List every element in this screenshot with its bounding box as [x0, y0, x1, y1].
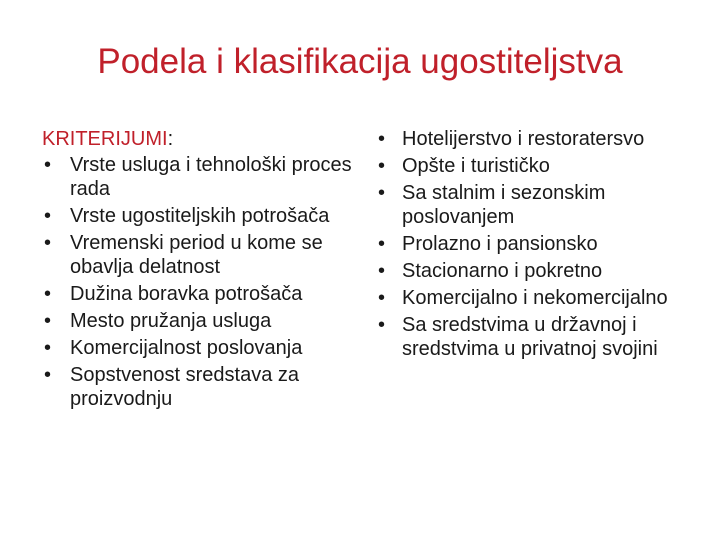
- bullet-icon: •: [378, 182, 386, 204]
- bullet-icon: •: [378, 287, 386, 309]
- classification-item: • Stacionarno i pokretno: [378, 260, 603, 282]
- criteria-item: • Dužina boravka potrošača: [44, 283, 303, 305]
- classification-column: [376, 127, 696, 364]
- bullet-icon: •: [44, 205, 52, 227]
- bullet-icon: •: [44, 283, 52, 305]
- classification-item: • Prolazno i pansionsko: [378, 233, 598, 255]
- bullet-icon: •: [44, 364, 52, 386]
- classification-item: • Hotelijerstvo i restoratersvo: [378, 128, 645, 150]
- classification-item: • Komercijalno i nekomercijalno: [378, 287, 668, 309]
- bullet-icon: •: [44, 154, 52, 176]
- criteria-item: • Mesto pružanja usluga: [44, 310, 272, 332]
- bullet-icon: •: [378, 314, 386, 336]
- classification-list: [376, 127, 696, 361]
- criteria-item: • Vrste ugostiteljskih potrošača: [44, 205, 330, 227]
- bullet-icon: •: [378, 128, 386, 150]
- criteria-column: [42, 127, 362, 414]
- criteria-heading-colon: :: [167, 128, 174, 150]
- classification-item: • Sa sredstvima u državnoj i sredstvima u privatnoj svojini: [378, 314, 658, 360]
- criteria-item: • Komercijalnost poslovanja: [44, 337, 303, 359]
- classification-item: • Opšte i turističko: [378, 155, 550, 177]
- criteria-item: • Vrste usluga i tehnološki proces rada: [44, 154, 352, 200]
- bullet-icon: •: [378, 260, 386, 282]
- classification-item: • Sa stalnim i sezonskim poslovanjem: [378, 182, 606, 228]
- bullet-icon: •: [44, 310, 52, 332]
- bullet-icon: •: [44, 232, 52, 254]
- bullet-icon: •: [44, 337, 52, 359]
- criteria-list: [42, 153, 362, 411]
- criteria-item: • Sopstvenost sredstava za proizvodnju: [44, 364, 300, 410]
- criteria-item: • Vremenski period u kome se obavlja delatnost: [44, 232, 323, 278]
- bullet-icon: •: [378, 233, 386, 255]
- criteria-heading: [42, 127, 362, 151]
- bullet-icon: •: [378, 155, 386, 177]
- slide-title: Podela i klasifikacija ugostiteljstva: [97, 42, 623, 81]
- criteria-heading-label: KRITERIJUMI: [42, 128, 168, 150]
